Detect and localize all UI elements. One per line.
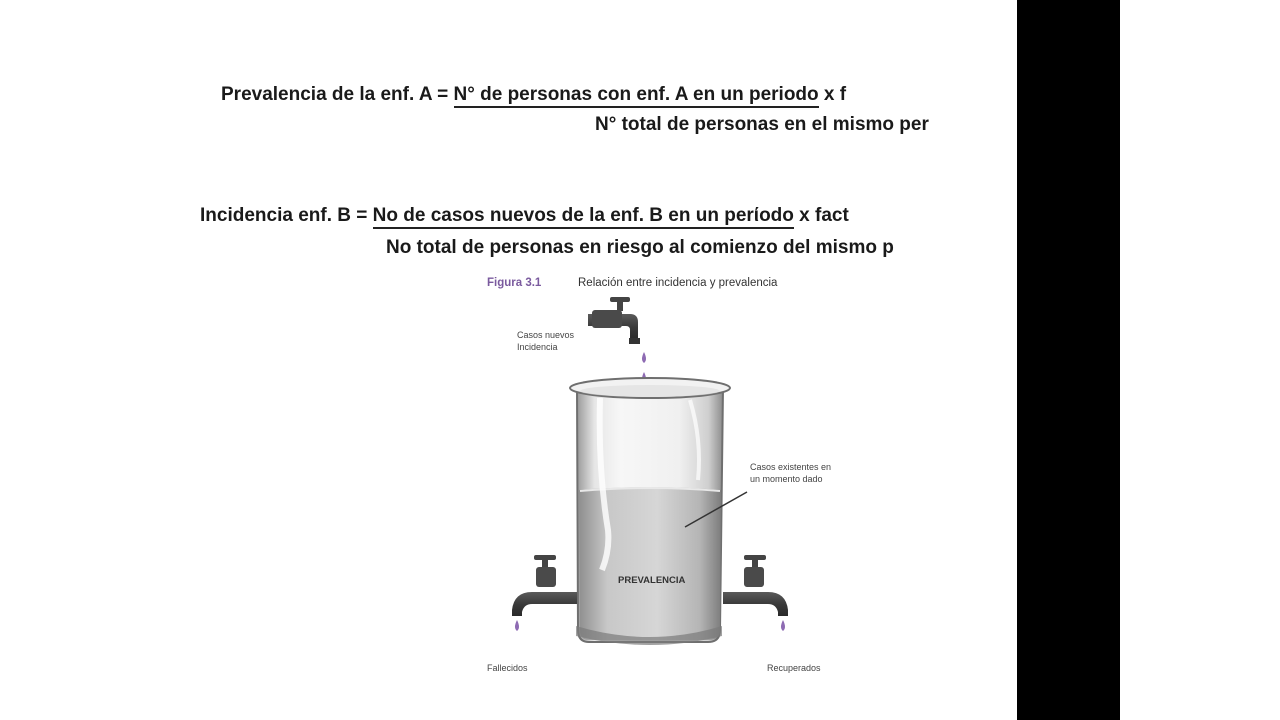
prevalence-lhs: Prevalencia de la enf. A = (221, 84, 454, 105)
container-label: PREVALENCIA (618, 575, 686, 586)
figure-title: Relación entre incidencia y prevalencia (578, 277, 778, 289)
prevalence-numerator: N° de personas con enf. A en un periodo (454, 84, 819, 108)
prevalence-suffix: x f (818, 84, 847, 105)
inflow-label-2: Incidencia (517, 342, 558, 352)
outflow-right-label: Recuperados (767, 663, 821, 673)
prevalence-container-icon (570, 378, 730, 645)
incidence-suffix: x fact (793, 205, 849, 226)
black-side-panel (1017, 0, 1120, 720)
top-faucet-icon (588, 297, 640, 344)
existing-label-2: un momento dado (750, 474, 823, 484)
left-faucet-icon (512, 555, 577, 616)
incidence-prevalence-figure (470, 270, 870, 690)
prevalence-denominator: N° total de personas en el mismo per (595, 114, 929, 135)
incidence-formula-numerator-line (200, 205, 849, 227)
existing-label-1: Casos existentes en (750, 462, 832, 472)
incidence-denominator: No total de personas en riesgo al comienzo del mismo p (386, 237, 894, 258)
figure-illustration (470, 270, 870, 690)
right-faucet-icon (723, 555, 788, 616)
outflow-left-label: Fallecidos (487, 663, 528, 673)
incidence-lhs: Incidencia enf. B = (200, 205, 373, 226)
figure-number: Figura 3.1 (487, 277, 542, 289)
incidence-numerator: No de casos nuevos de la enf. B en un perίodo (373, 205, 794, 229)
outflow-right-drop-icon (781, 620, 785, 631)
inflow-label-1: Casos nuevos (517, 330, 575, 340)
outflow-left-drop-icon (515, 620, 519, 631)
incidence-drop-1-icon (642, 352, 646, 363)
prevalence-formula-numerator-line (221, 84, 846, 106)
